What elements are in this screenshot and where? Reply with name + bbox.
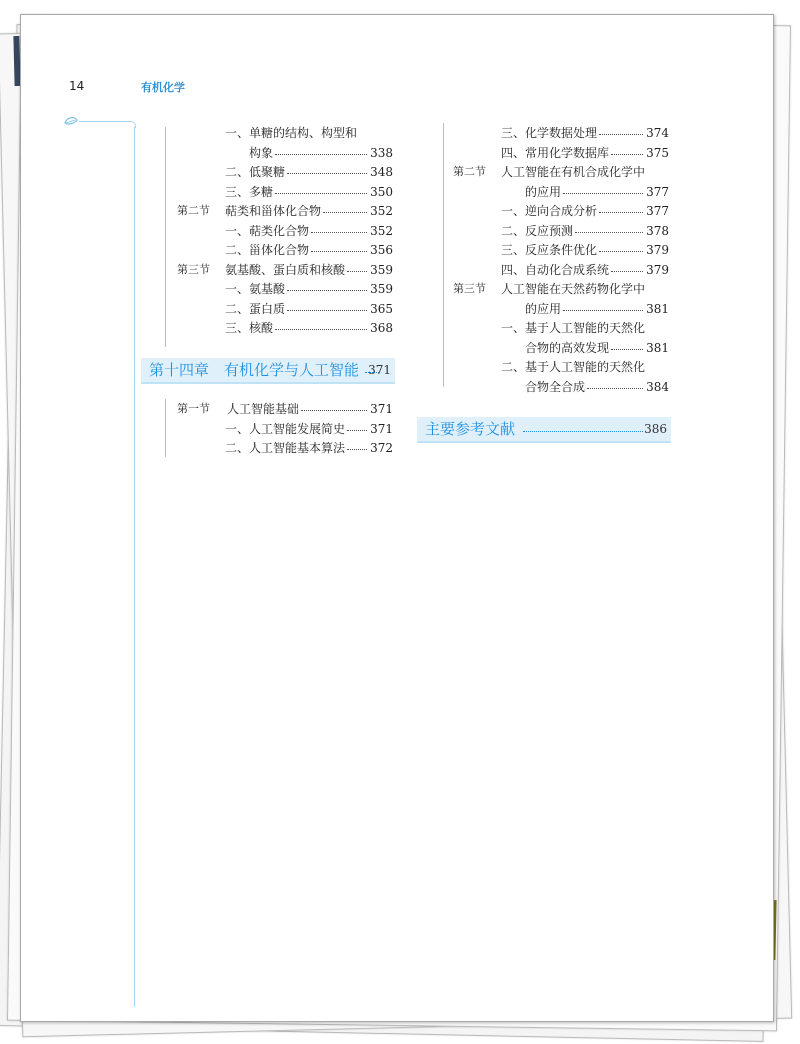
entry-title: 一、单糖的结构、构型和 [225,126,358,140]
leader-dots [287,173,367,174]
entry-title: 人工智能在天然药物化学中 [501,282,646,296]
toc-entry[interactable] [453,299,669,319]
entry-page: 371 [370,402,393,416]
section-label: 第一节 [177,402,210,415]
leader-dots [275,329,367,330]
leader-dots [287,290,367,291]
entry-title: 二、低聚糖 [225,165,286,179]
toc-entry[interactable] [177,221,393,241]
entry-title: 二、基于人工智能的天然化 [501,360,646,374]
leader-dots [347,271,367,272]
toc-entry[interactable] [177,419,393,439]
section-label: 第二节 [177,204,210,217]
toc-entry[interactable] [453,357,669,377]
entry-page: 359 [370,262,393,277]
toc-entry[interactable] [453,318,669,338]
leader-dots [311,232,367,233]
references-heading[interactable] [417,417,671,443]
leader-dots [611,154,643,155]
entry-title: 合物的高效发现 [525,340,610,355]
entry-title: 萜类和甾体化合物 [225,204,322,218]
section-label: 第二节 [453,165,486,178]
toc-entry[interactable] [453,201,669,221]
toc-entry[interactable] [453,143,669,163]
entry-page: 348 [370,165,393,179]
entry-title: 合物全合成 [525,379,586,394]
entry-title: 二、反应预测 [501,223,574,238]
chapter-title: 第十四章 有机化学与人工智能 [149,361,360,379]
toc-entry[interactable] [177,299,393,319]
toc-entry[interactable] [177,143,393,163]
running-title: 有机化学 [141,81,185,94]
entry-page: 352 [370,204,393,218]
entry-page: 384 [646,379,669,394]
entry-page: 381 [646,301,669,316]
entry-title: 三、核酸 [225,321,274,335]
column-rule [165,127,166,347]
entry-page: 377 [646,204,669,218]
entry-title: 四、常用化学数据库 [501,145,610,160]
entry-page: 352 [370,223,393,238]
leader-dots [575,232,643,233]
toc-entry[interactable] [177,438,393,458]
leader-dots [563,193,643,194]
leader-dots [611,349,643,350]
leader-dots [347,430,367,431]
leader-dots [523,431,643,432]
entry-title: 一、人工智能发展简史 [225,421,346,436]
toc-entry[interactable] [453,162,669,182]
leader-dots [275,154,367,155]
toc-entry[interactable] [453,338,669,358]
leaf-ornament-icon [63,115,79,127]
entry-page: 379 [646,262,669,277]
entry-page: 378 [646,223,669,238]
entry-page: 377 [646,184,669,199]
page-number: 14 [69,79,85,93]
toc-entry[interactable] [177,399,393,419]
references-page: 386 [644,422,667,436]
leader-dots [311,251,367,252]
toc-entry[interactable] [177,182,393,202]
entry-page: 375 [646,145,669,160]
entry-title: 二、甾体化合物 [225,243,310,257]
entry-page: 338 [370,145,393,160]
entry-title: 的应用 [525,184,562,199]
margin-rule [79,121,131,122]
toc-entry[interactable] [453,182,669,202]
entry-page: 350 [370,184,393,199]
toc-entry[interactable] [177,162,393,182]
column-rule [165,399,166,457]
leader-dots [275,193,367,194]
book-page [20,14,774,1022]
leader-dots [347,449,367,450]
entry-title: 一、氨基酸 [225,282,286,296]
toc-entry[interactable] [453,377,669,397]
leader-dots [611,271,643,272]
toc-entry[interactable] [453,221,669,241]
entry-page: 356 [370,243,393,257]
entry-title: 的应用 [525,301,562,316]
toc-entry[interactable] [453,279,669,299]
entry-page: 365 [370,301,393,316]
entry-page: 371 [370,421,393,436]
entry-page: 372 [370,441,393,455]
toc-entry[interactable] [177,260,393,280]
section-label: 第三节 [453,282,486,295]
entry-title: 二、蛋白质 [225,301,286,316]
toc-entry[interactable] [453,123,669,143]
toc-entry[interactable] [177,240,393,260]
margin-rule [134,127,135,1007]
toc-entry[interactable] [177,201,393,221]
references-title: 主要参考文献 [425,420,516,438]
entry-page: 374 [646,126,669,140]
entry-page: 381 [646,340,669,355]
leader-dots [323,212,367,213]
entry-title: 三、化学数据处理 [501,126,598,140]
toc-entry[interactable] [177,279,393,299]
entry-title: 一、逆向合成分析 [501,204,598,218]
toc-entry[interactable] [453,260,669,280]
leader-dots [287,310,367,311]
section-label: 第三节 [177,262,210,276]
leader-dots [599,134,643,135]
entry-title: 三、反应条件优化 [501,243,598,257]
leader-dots [599,212,643,213]
entry-title: 四、自动化合成系统 [501,262,610,277]
entry-title: 人工智能在有机合成化学中 [501,165,646,179]
leader-dots [587,388,643,389]
entry-title: 人工智能基础 [227,402,300,416]
chapter-14-heading[interactable] [141,358,395,384]
toc-entry[interactable] [177,123,393,143]
entry-page: 379 [646,243,669,257]
leader-dots [563,310,643,311]
leader-dots [301,410,367,411]
toc-entry[interactable] [453,240,669,260]
leader-dots [599,251,643,252]
entry-page: 359 [370,282,393,296]
toc-entry[interactable] [177,318,393,338]
chapter-page: 371 [368,363,391,377]
entry-title: 构象 [249,145,274,160]
column-rule [443,123,444,387]
entry-title: 二、人工智能基本算法 [225,441,346,455]
entry-page: 368 [370,321,393,335]
entry-title: 一、萜类化合物 [225,223,310,238]
entry-title: 氨基酸、蛋白质和核酸 [225,262,346,277]
entry-title: 一、基于人工智能的天然化 [501,321,646,335]
entry-title: 三、多糖 [225,184,274,199]
